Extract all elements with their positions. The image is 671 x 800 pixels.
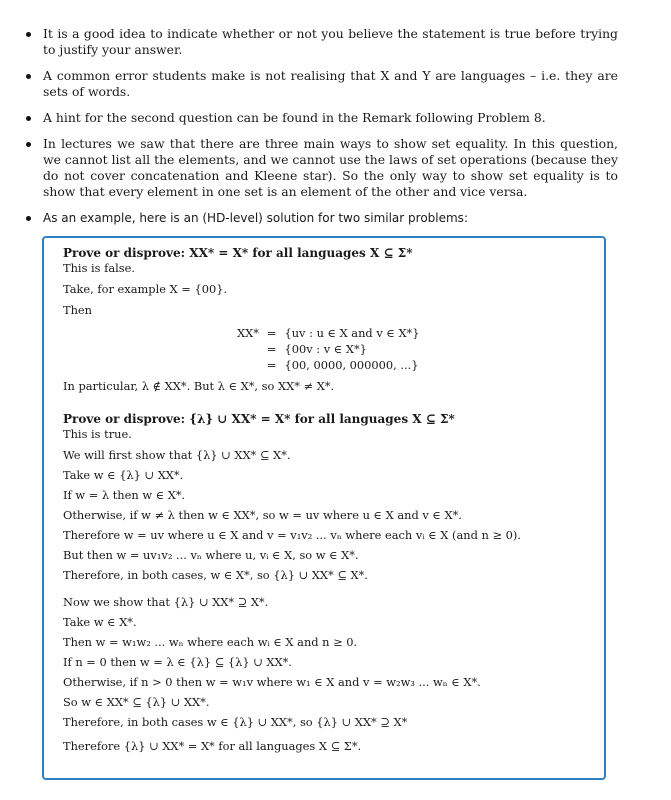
solution-box [42,236,606,780]
bullet-icon [26,74,31,79]
equation-row [233,357,424,373]
bullet-text: A common error students make is not realising that X and Y are languages – i.e. they are sets of words. [43,68,618,99]
proof-line: Take w ∈ {λ} ∪ XX*. [63,468,184,482]
bullet-icon [26,116,31,121]
solution1-verdict: This is false. [63,261,136,275]
solution1-example: Take, for example X = {00}. [63,282,228,296]
equation-row [233,341,424,357]
list-item [26,68,618,100]
list-item [26,210,618,226]
equation-row [233,325,424,341]
proof-line: But then w = uv₁v₂ ... vₙ where u, vᵢ ∈ X, so w ∈ X*. [63,548,359,562]
list-item [26,26,618,58]
equation-lhs: XX* [237,326,259,340]
proof-line: Then w = w₁w₂ ... wₙ where each wᵢ ∈ X and n ≥ 0. [63,635,358,649]
list-item [26,110,618,126]
equation-lhs [233,341,263,357]
solution2-verdict: This is true. [63,427,132,441]
hint-list [26,26,618,236]
proof-line: Take w ∈ X*. [63,615,137,629]
proof-line: Therefore {λ} ∪ XX* = X* for all languages X ⊆ Σ*. [63,739,362,753]
proof-line: Therefore w = uv where u ∈ X and v = v₁v₂ ... vₙ where each vᵢ ∈ X (and n ≥ 0). [63,528,521,542]
proof-line: So w ∈ XX* ⊆ {λ} ∪ XX*. [63,695,210,709]
equation-op: = [266,326,277,340]
bullet-text: A hint for the second question can be found in the Remark following Problem 8. [43,110,546,125]
equation-op: = [266,342,277,356]
proof-line: Otherwise, if n > 0 then w = w₁v where w₁ ∈ X and v = w₂w₃ ... wₙ ∈ X*. [63,675,481,689]
proof-line: Now we show that {λ} ∪ XX* ⊇ X*. [63,595,269,609]
bullet-text: As an example, here is an (HD-level) solution for two similar problems: [43,211,468,225]
proof-line: We will first show that {λ} ∪ XX* ⊆ X*. [63,448,291,462]
solution1-conclusion: In particular, λ ∉ XX*. But λ ∈ X*, so XX* ≠ X*. [63,379,335,393]
list-item [26,136,618,200]
equation-rhs: {uv : u ∈ X and v ∈ X*} [284,326,420,340]
solution2-heading: Prove or disprove: {λ} ∪ XX* = X* for all languages X ⊆ Σ* [63,412,455,426]
proof-line: If w = λ then w ∈ X*. [63,488,186,502]
bullet-text: It is a good idea to indicate whether or not you believe the statement is true before trying to justify your answer. [43,26,618,57]
equation-array [233,325,424,373]
solution1-heading: Prove or disprove: XX* = X* for all languages X ⊆ Σ* [63,246,413,260]
equation-rhs: {00, 0000, 000000, ...} [284,358,419,372]
solution1-then: Then [63,303,93,317]
equation-rhs: {00v : v ∈ X*} [284,342,367,356]
proof-line: Therefore, in both cases, w ∈ X*, so {λ} ∪ XX* ⊆ X*. [63,568,368,582]
bullet-text: In lectures we saw that there are three main ways to show set equality. In this question, we cannot list all the elements, and we cannot use the laws of set operations (because they do not cover concatenation and Kleene star). So the only way to show set equality is to show that every element in one set is an element of the other and vice versa. [43,136,618,199]
proof-line: Therefore, in both cases w ∈ {λ} ∪ XX*, so {λ} ∪ XX* ⊇ X* [63,715,408,729]
proof-line: Otherwise, if w ≠ λ then w ∈ XX*, so w = uv where u ∈ X and v ∈ X*. [63,508,462,522]
bullet-icon [26,32,31,37]
equation-lhs [233,357,263,373]
bullet-icon [26,142,31,147]
equation-op: = [266,358,277,372]
bullet-icon [26,216,31,221]
proof-line: If n = 0 then w = λ ∈ {λ} ⊆ {λ} ∪ XX*. [63,655,292,669]
